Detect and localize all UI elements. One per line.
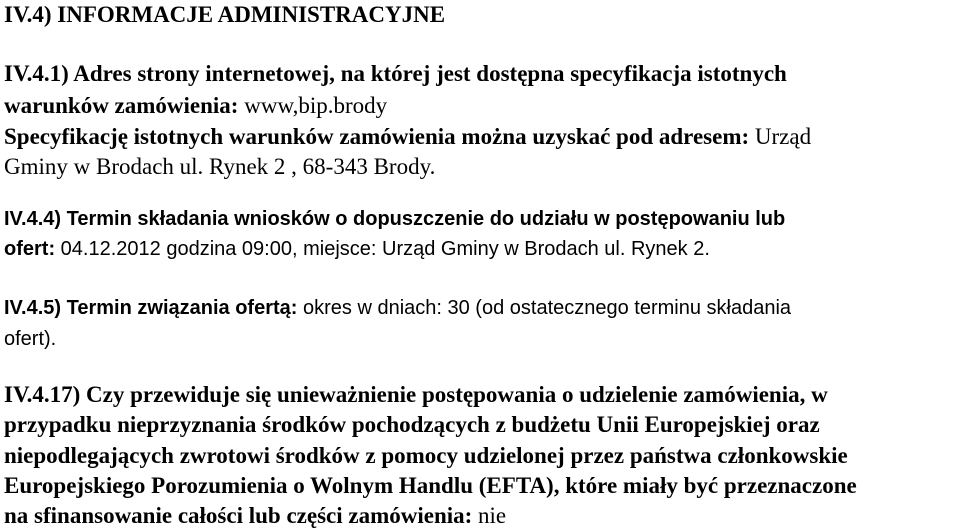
item-4-17-line-5: [4, 504, 506, 527]
item-4-17-value: nie: [472, 503, 507, 528]
item-4-5-line-1: [4, 298, 791, 318]
item-4-1-url: www,bip.brody: [238, 93, 388, 118]
item-4-1-label: warunków zamówienia:: [4, 93, 239, 118]
item-4-17-line-4: Europejskiego Porozumienia o Wolnym Handlu (EFTA), które miały być przeznaczone: [4, 473, 857, 498]
item-4-1-address-start: Urząd: [749, 124, 812, 149]
item-4-17-line-2: przypadku nieprzyznania środków pochodzących z budżetu Unii Europejskiej oraz: [4, 412, 820, 437]
item-4-1-line-2: [4, 94, 387, 117]
item-4-5-label: IV.4.5) Termin związania ofertą:: [4, 297, 298, 319]
item-4-4-line-1: IV.4.4) Termin składania wniosków o dopuszczenie do udziału w postępowaniu lub: [4, 208, 786, 230]
item-4-1-line-1: IV.4.1) Adres strony internetowej, na której jest dostępna specyfikacja istotnych: [4, 61, 787, 86]
item-4-1-line-4: Gminy w Brodach ul. Rynek 2 , 68-343 Brody.: [4, 154, 436, 179]
item-4-4-label: ofert:: [4, 238, 56, 260]
section-title: IV.4) INFORMACJE ADMINISTRACYJNE: [4, 2, 446, 27]
item-4-17-label: na sfinansowanie całości lub części zamówienia:: [4, 503, 473, 528]
item-4-5-line-2: ofert).: [4, 328, 57, 350]
item-4-17-line-3: niepodlegających zwrotowi środków z pomocy udzielonej przez państwa członkowskie: [4, 443, 848, 468]
item-4-4-line-2: [4, 239, 710, 259]
item-4-4-value: 04.12.2012 godzina 09:00, miejsce: Urząd Gminy w Brodach ul. Rynek 2.: [55, 238, 710, 260]
item-4-1-address-label: Specyfikację istotnych warunków zamówienia można uzyskać pod adresem:: [4, 124, 750, 149]
item-4-5-value: okres w dniach: 30 (od ostatecznego terminu składania: [297, 297, 792, 319]
item-4-17-line-1: IV.4.17) Czy przewiduje się unieważnienie postępowania o udzielenie zamówienia, w: [4, 382, 828, 407]
item-4-1-line-3: [4, 125, 811, 148]
